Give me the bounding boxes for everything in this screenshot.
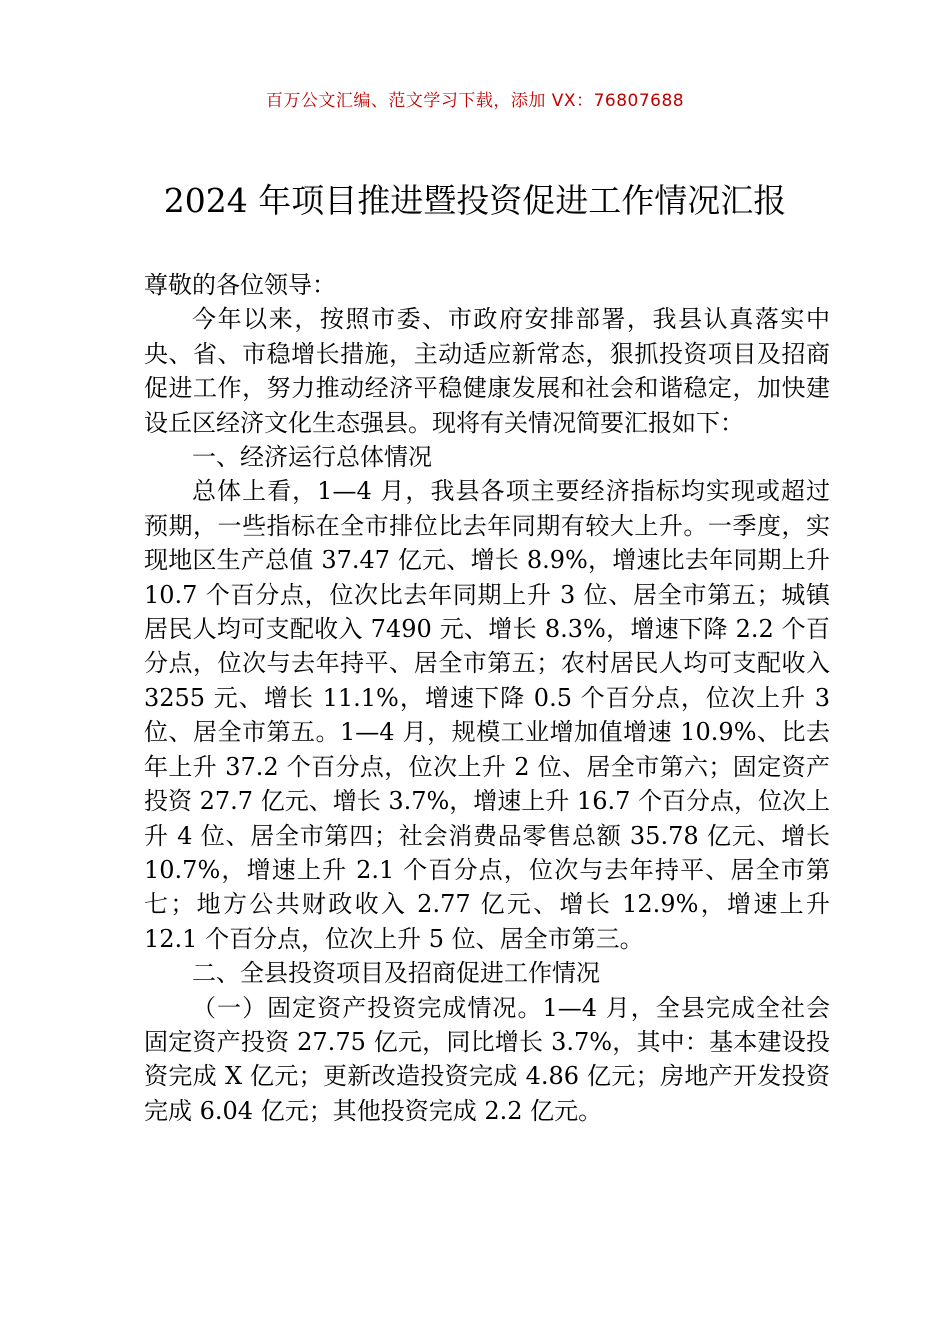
intro-paragraph: 今年以来，按照市委、市政府安排部署，我县认真落实中央、省、市稳增长措施，主动适应新常态，狠抓投资项目及招商促进工作，努力推动经济平稳健康发展和社会和谐稳定，加快建设丘区经济文化生态强县。现将有关情况简要汇报如下： [144, 305, 830, 437]
section-heading-economy: 一、经济运行总体情况 [192, 443, 432, 472]
download-watermark-note: 百万公文汇编、范文学习下载，添加 VX：76807688 [265, 91, 685, 111]
economy-paragraph: 总体上看，1—4 月，我县各项主要经济指标均实现或超过预期，一些指标在全市排位比去年同期有较大上升。一季度，实现地区生产总值 37.47 亿元、增长 8.9%，增速比去年同期上升 10.7 个百分点，位次比去年同期上升 3 位、居全市第五；城镇居民人均可支配收入 7490 元、增长 8.3%，增速下降 2.2 个百分点，位次与去年持平、居全市第五；农村居民人均可支配收入 3255 元、增长 11.1%，增速下降 0.5 个百分点，位次上升 3 位、居全市第五。1—4 月，规模工业增加值增速 10.9%、比去年上升 37.2 个百分点，位次上升 2 位、居全市第六；固定资产投资 27.7 亿元、增长 3.7%，增速上升 16.7 个百分点，位次上升 4 位、居全市第四；社会消费品零售总额 35.78 亿元、增长 10.7%，增速上升 2.1 个百分点，位次与去年持平、居全市第七；地方公共财政收入 2.77 亿元、增长 12.9%，增速上升 12.1 个百分点，位次上升 5 位、居全市第三。 [144, 477, 830, 953]
salutation: 尊敬的各位领导： [144, 271, 336, 299]
document-body [144, 268, 830, 1128]
document-title: 2024 年项目推进暨投资促进工作情况汇报 [163, 181, 787, 220]
section-heading-investment: 二、全县投资项目及招商促进工作情况 [192, 959, 600, 988]
fixed-asset-paragraph: （一）固定资产投资完成情况。1—4 月，全县完成全社会固定资产投资 27.75 亿元，同比增长 3.7%，其中：基本建设投资完成 X 亿元；更新改造投资完成 4.86 亿元；房地产开发投资完成 6.04 亿元；其他投资完成 2.2 亿元。 [144, 993, 830, 1125]
